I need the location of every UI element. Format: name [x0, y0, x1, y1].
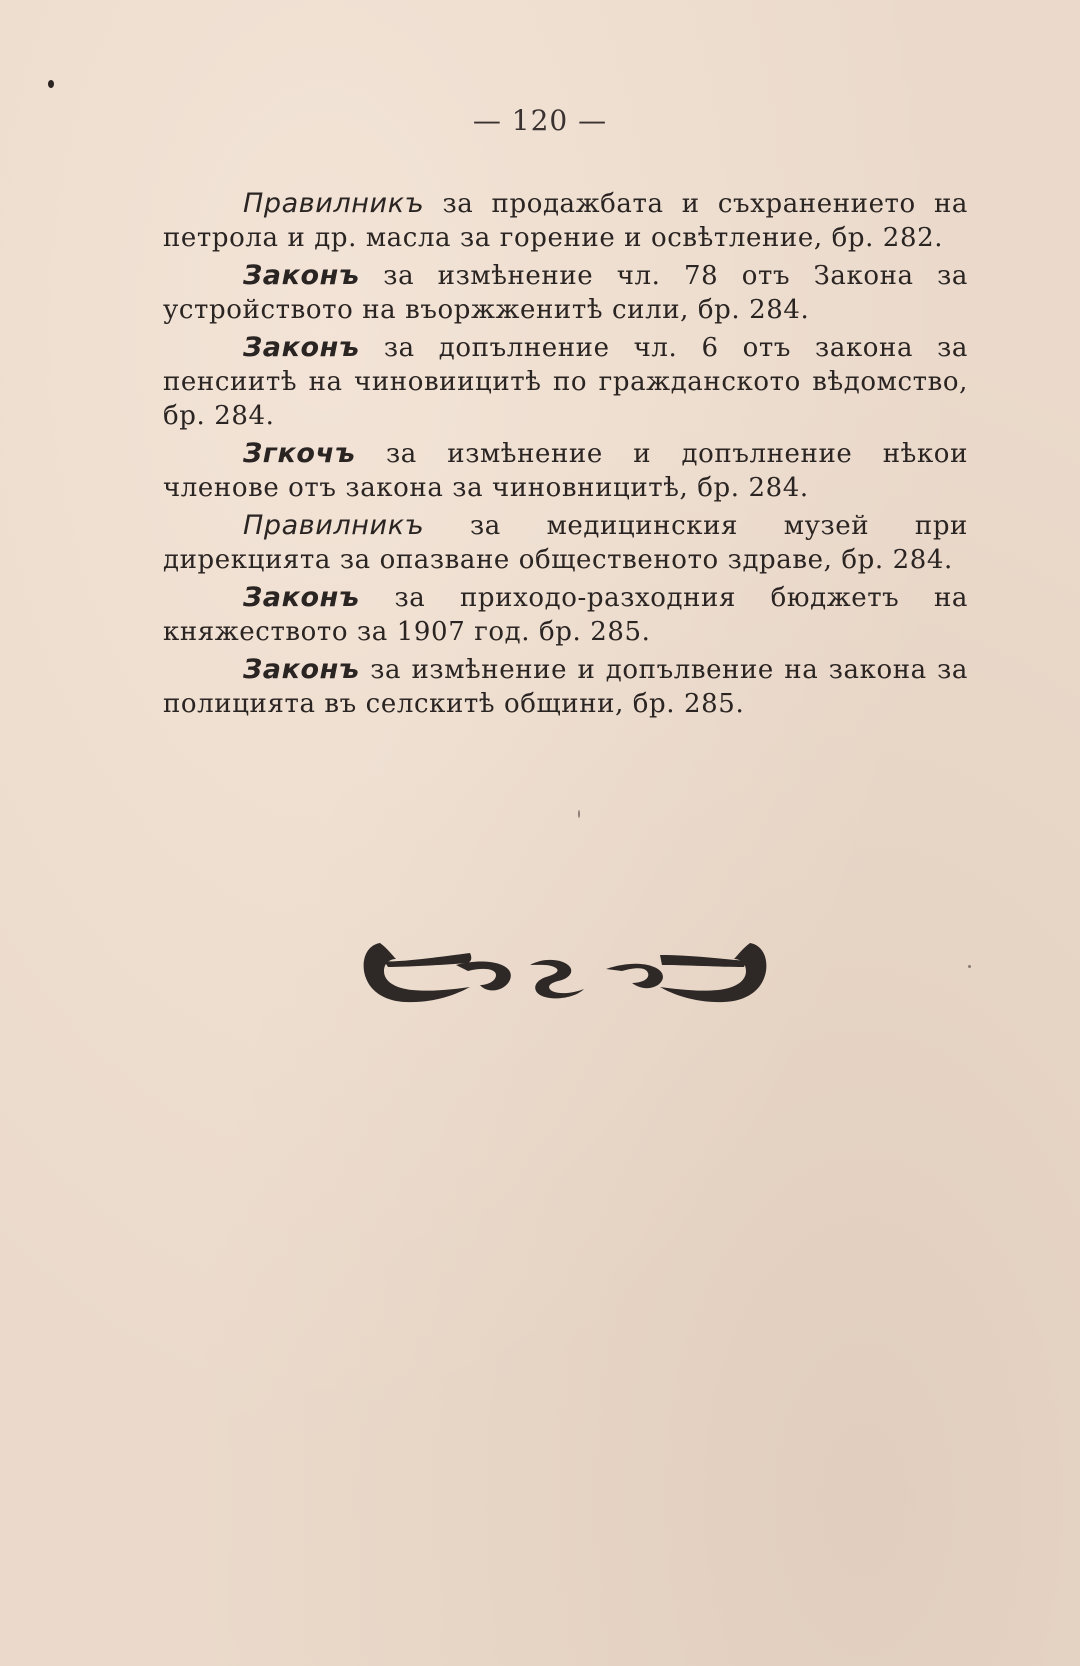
- law-listing: [163, 187, 968, 725]
- entry-text: за продажбата и съхранението на петрола и др. масла за горение и освѣтление, бр. 282.: [163, 189, 968, 253]
- list-item: [163, 653, 968, 721]
- entry-text: за измѣнение и допълнение нѣкои членове отъ закона за чиновницитѣ, бр. 284.: [163, 439, 968, 503]
- entry-kind: Правилникъ: [243, 188, 425, 219]
- entry-text: за допълнение чл. 6 отъ закона за пенсиитѣ на чиновиицитѣ по гражданското вѣдомство, бр. 284.: [163, 333, 968, 431]
- entry-text: за приходо-разходния бюджетъ на княжеството за 1907 год. бр. 285.: [163, 583, 968, 647]
- list-item: [163, 187, 968, 255]
- list-item: [163, 437, 968, 505]
- ink-speck: [48, 80, 54, 88]
- ink-speck: [578, 810, 580, 818]
- list-item: [163, 259, 968, 327]
- decorative-scroll-ornament-icon: [360, 935, 770, 1007]
- entry-kind: Законъ: [243, 332, 360, 363]
- entry-text: за медицинския музей при дирекцията за опазване общественото здраве, бр. 284.: [163, 511, 968, 575]
- entry-text: за измѣнение и допълвение на закона за полицията въ селскитѣ общини, бр. 285.: [163, 655, 968, 719]
- entry-kind: Правилникъ: [243, 510, 425, 541]
- entry-text: за измѣнение чл. 78 отъ Закона за устройството на въоржженитѣ сили, бр. 284.: [163, 261, 968, 325]
- entry-kind: Законъ: [243, 582, 360, 613]
- ink-speck: [968, 965, 971, 968]
- page-number: — 120 —: [472, 104, 608, 137]
- entry-kind: Законъ: [243, 260, 360, 291]
- entry-kind: Законъ: [243, 654, 360, 685]
- list-item: [163, 331, 968, 433]
- list-item: [163, 581, 968, 649]
- list-item: [163, 509, 968, 577]
- entry-kind: Згкочъ: [243, 438, 356, 469]
